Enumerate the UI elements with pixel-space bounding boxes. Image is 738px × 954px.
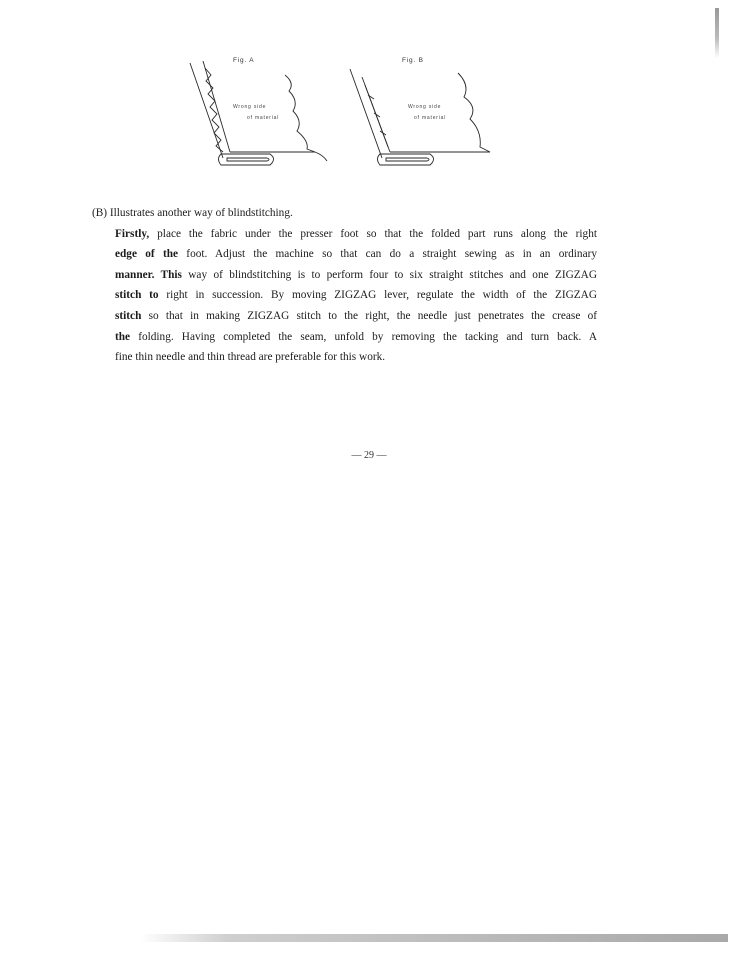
page-number: — 29 — [351,450,387,461]
paragraph-line [115,285,597,306]
paragraph-line-rest: place the fabric under the presser foot so that the folded part runs along the right [149,227,597,240]
paragraph-line-rest: folding. Having completed the seam, unfold by removing the tacking and turn back. A [130,330,597,343]
figure-b [340,55,515,185]
figure-a-label-line2: of material [247,115,280,121]
paragraph-line-lead: edge of the [115,248,179,261]
paragraph-final-line: fine thin needle and thin thread are preferable for this work. [115,351,386,364]
section-heading: (B) Illustrates another way of blindstitching. [92,207,293,219]
figure-a-label-line1: Wrong side [233,104,267,110]
figure-a-caption: Fig. A [233,57,255,64]
paragraph-line-rest: foot. Adjust the machine so that can do a straight sewing as in an ordinary [178,248,597,261]
figure-b-caption: Fig. B [402,57,424,64]
body-text [92,203,612,368]
figure-b-label-line2: of material [414,115,447,121]
section-paragraph [115,224,612,368]
paragraph-line [115,306,597,327]
paragraph-line [115,224,597,245]
paragraph-line [115,244,597,265]
paragraph-line-lead: stitch [115,309,142,322]
paragraph-line [115,327,597,348]
figure-a [185,55,360,185]
scan-bottom-edge [140,934,728,942]
paragraph-line-lead: Firstly, [115,227,150,240]
paragraph-line-rest: so that in making ZIGZAG stitch to the right, the needle just penetrates the crease of [141,309,597,322]
paragraph-line-lead: the [115,330,131,343]
paragraph-line-lead: manner. This [115,268,182,281]
paragraph-line-rest: right in succession. By moving ZIGZAG lever, regulate the width of the ZIGZAG [158,289,597,302]
scan-edge-mark [715,8,719,58]
paragraph-line [115,265,597,286]
figure-b-label-line1: Wrong side [408,104,442,110]
paragraph-line-rest: way of blindstitching is to perform four to six straight stitches and one ZIGZAG [181,268,597,281]
paragraph-line-lead: stitch to [115,289,159,302]
